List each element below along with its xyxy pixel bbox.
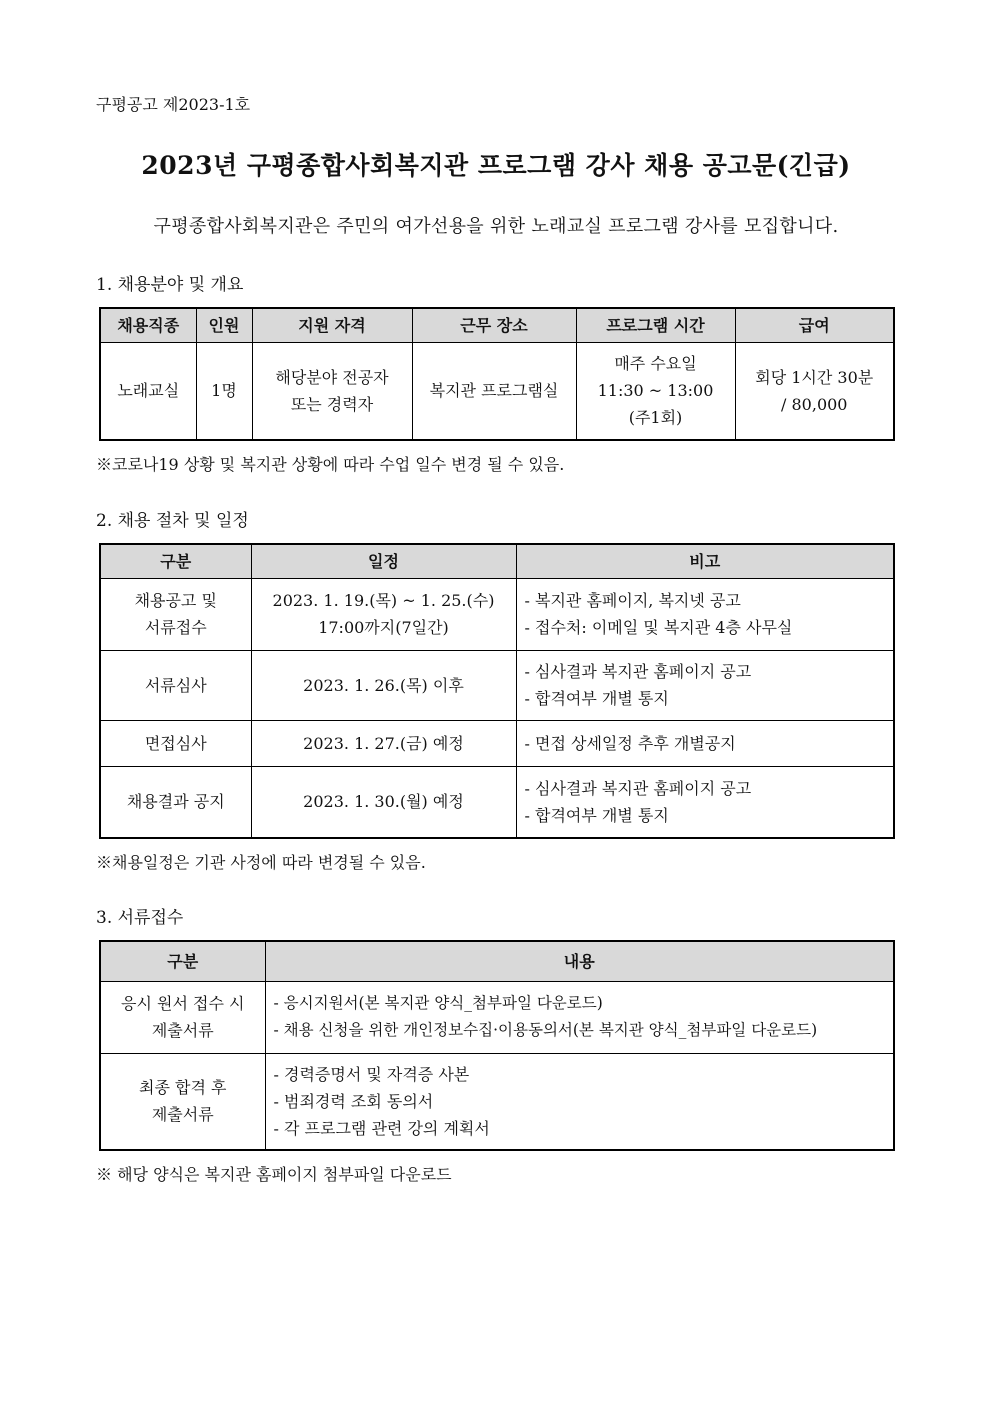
section1-heading: 1. 채용분야 및 개요 [96,275,244,295]
header-content: 내용 [265,941,894,981]
header-qualification: 지원 자격 [252,308,412,342]
category-cell: 서류심사 [100,650,251,720]
remarks-cell: - 심사결과 복지관 홈페이지 공고 - 합격여부 개별 통지 [516,766,894,838]
header-category: 구분 [100,544,251,578]
section2-heading: 2. 채용 절차 및 일정 [96,511,249,531]
content-cell: - 경력증명서 및 자격증 사본 - 범죄경력 조회 동의서 - 각 프로그램 관련 강의 계획서 [265,1053,894,1150]
count-cell: 1명 [196,342,252,440]
table-row [100,578,894,650]
category-cell: 면접심사 [100,720,251,766]
section3-heading: 3. 서류접수 [96,908,184,928]
table-row [100,342,894,440]
section3-note: ※ 해당 양식은 복지관 홈페이지 첨부파일 다운로드 [96,1165,452,1184]
header-schedule: 일정 [251,544,516,578]
remarks-cell: - 복지관 홈페이지, 복지넷 공고 - 접수처: 이메일 및 복지관 4층 사무실 [516,578,894,650]
page-title: 2023년 구평종합사회복지관 프로그램 강사 채용 공고문(긴급) [141,151,851,180]
program-time-cell: 매주 수요일 11:30 ~ 13:00 (주1회) [576,342,735,440]
table-row [100,720,894,766]
header-count: 인원 [196,308,252,342]
qualification-cell: 해당분야 전공자 또는 경력자 [252,342,412,440]
schedule-cell: 2023. 1. 19.(목) ~ 1. 25.(수) 17:00까지(7일간) [251,578,516,650]
schedule-table [99,543,895,839]
category-cell: 응시 원서 접수 시 제출서류 [100,981,265,1053]
remarks-cell: - 심사결과 복지관 홈페이지 공고 - 합격여부 개별 통지 [516,650,894,720]
table-row [100,766,894,838]
documents-table [99,940,895,1151]
section1-note: ※코로나19 상황 및 복지관 상황에 따라 수업 일수 변경 될 수 있음. [96,455,565,474]
pay-cell: 회당 1시간 30분 / 80,000 [735,342,894,440]
remarks-cell: - 면접 상세일정 추후 개별공지 [516,720,894,766]
header-work-place: 근무 장소 [412,308,576,342]
schedule-cell: 2023. 1. 30.(월) 예정 [251,766,516,838]
header-pay: 급여 [735,308,894,342]
notice-number: 구평공고 제2023-1호 [96,95,251,114]
header-program-time: 프로그램 시간 [576,308,735,342]
section2-note: ※채용일정은 기관 사정에 따라 변경될 수 있음. [96,853,426,872]
header-category: 구분 [100,941,265,981]
intro-text: 구평종합사회복지관은 주민의 여가선용을 위한 노래교실 프로그램 강사를 모집합니다. [153,216,839,237]
table-row [100,981,894,1053]
schedule-cell: 2023. 1. 26.(목) 이후 [251,650,516,720]
header-job-type: 채용직종 [100,308,196,342]
category-cell: 채용공고 및 서류접수 [100,578,251,650]
job-type-cell: 노래교실 [100,342,196,440]
category-cell: 최종 합격 후 제출서류 [100,1053,265,1150]
table-row [100,650,894,720]
header-remarks: 비고 [516,544,894,578]
work-place-cell: 복지관 프로그램실 [412,342,576,440]
job-overview-table [99,307,895,441]
table-row [100,1053,894,1150]
category-cell: 채용결과 공지 [100,766,251,838]
content-cell: - 응시지원서(본 복지관 양식_첨부파일 다운로드) - 채용 신청을 위한 개인정보수집·이용동의서(본 복지관 양식_첨부파일 다운로드) [265,981,894,1053]
schedule-cell: 2023. 1. 27.(금) 예정 [251,720,516,766]
